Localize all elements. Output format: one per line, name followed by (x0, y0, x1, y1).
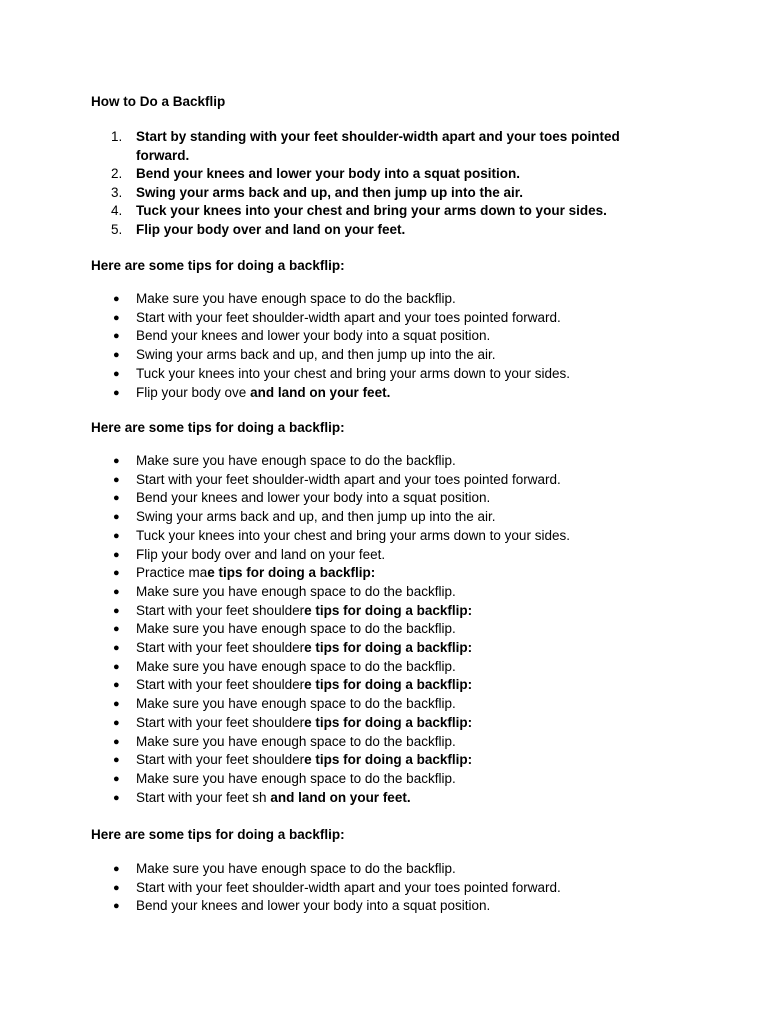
bullet-icon: ● (113, 623, 120, 636)
tips-list (91, 860, 691, 916)
tip-text: Make sure you have enough space to do the backflip. (136, 621, 456, 637)
bullet-icon: ● (113, 881, 120, 894)
tip-text-bold: e tips for doing a backflip: (207, 565, 376, 581)
bullet-icon: ● (113, 511, 120, 524)
bullet-icon: ● (113, 698, 120, 711)
tip-item (91, 346, 691, 365)
tip-text: Practice ma (136, 565, 208, 581)
tip-item (91, 620, 691, 639)
steps-list (91, 128, 651, 240)
tip-text: Start with your feet shoulder (136, 640, 305, 656)
tip-item (91, 290, 691, 309)
bullet-icon: ● (113, 567, 120, 580)
bullet-icon: ● (113, 716, 120, 729)
tip-item (91, 546, 691, 565)
step-item (91, 128, 651, 165)
tip-item (91, 897, 691, 916)
document-title: How to Do a Backflip (91, 94, 226, 109)
bullet-icon: ● (113, 293, 120, 305)
bullet-icon: ● (113, 548, 120, 561)
tip-text: Start with your feet shoulder (136, 752, 305, 768)
tip-text: Tuck your knees into your chest and bring your arms down to your sides. (136, 365, 570, 381)
bullet-icon: ● (113, 311, 120, 324)
tip-item (91, 879, 691, 898)
tip-text: Make sure you have enough space to do the backflip. (136, 696, 456, 712)
step-number: 2. (111, 166, 123, 182)
tip-text-bold: e tips for doing a backflip: (304, 752, 473, 768)
tip-text: Make sure you have enough space to do the backflip. (136, 770, 456, 786)
tip-text: Start with your feet sh (136, 789, 271, 805)
step-text: Swing your arms back and up, and then jump up into the air. (136, 184, 524, 200)
step-number: 4. (111, 203, 123, 219)
tip-text-bold: e tips for doing a backflip: (304, 677, 473, 693)
tip-item (91, 695, 691, 714)
tip-text-bold: e tips for doing a backflip: (304, 714, 473, 730)
tip-item (91, 789, 691, 808)
tip-text: Make sure you have enough space to do the backflip. (136, 453, 456, 468)
tip-text: Bend your knees and lower your body into a squat position. (136, 898, 491, 914)
tip-text: Swing your arms back and up, and then jump up into the air. (136, 509, 496, 525)
tip-item (91, 527, 691, 546)
tip-item (91, 860, 691, 879)
tip-item (91, 471, 691, 490)
step-text: Flip your body over and land on your feet. (136, 221, 406, 237)
bullet-icon: ● (113, 330, 120, 343)
tip-item (91, 583, 691, 602)
step-text: Bend your knees and lower your body into a squat position. (136, 166, 521, 182)
step-text: Start by standing with your feet shoulder-width apart and your toes pointed forward. (136, 129, 620, 163)
tip-item (91, 384, 691, 403)
tip-text: Flip your body ove (136, 384, 251, 400)
tips-list (91, 452, 691, 807)
bullet-icon: ● (113, 585, 120, 598)
bullet-icon: ● (113, 604, 120, 617)
bullet-icon: ● (113, 772, 120, 785)
tip-item (91, 639, 691, 658)
bullet-icon: ● (113, 863, 120, 875)
bullet-icon: ● (113, 791, 120, 804)
bullet-icon: ● (113, 660, 120, 673)
step-item (91, 184, 651, 203)
step-text: Tuck your knees into your chest and bring your arms down to your sides. (136, 203, 607, 219)
bullet-icon: ● (113, 455, 120, 467)
tip-text: Make sure you have enough space to do the backflip. (136, 291, 456, 306)
tip-item (91, 676, 691, 695)
tip-text: Start with your feet shoulder-width apart and your toes pointed forward. (136, 309, 561, 325)
bullet-icon: ● (113, 492, 120, 505)
tips-heading: Here are some tips for doing a backflip: (91, 420, 345, 435)
step-number: 3. (111, 184, 123, 200)
tip-item (91, 770, 691, 789)
bullet-icon: ● (113, 386, 120, 399)
step-item (91, 221, 651, 240)
bullet-icon: ● (113, 679, 120, 692)
bullet-icon: ● (113, 367, 120, 380)
tip-text: Make sure you have enough space to do the backflip. (136, 861, 456, 876)
bullet-icon: ● (113, 900, 120, 913)
tip-text: Bend your knees and lower your body into a squat position. (136, 490, 491, 506)
tips-list (91, 290, 691, 402)
tip-text-bold: and land on your feet. (270, 789, 411, 805)
tip-text: Make sure you have enough space to do the backflip. (136, 658, 456, 674)
tips-heading: Here are some tips for doing a backflip: (91, 258, 345, 273)
bullet-icon: ● (113, 529, 120, 542)
tip-text-bold: e tips for doing a backflip: (304, 602, 473, 618)
bullet-icon: ● (113, 349, 120, 362)
step-item (91, 165, 651, 184)
tip-item (91, 714, 691, 733)
step-item (91, 202, 651, 221)
tip-item (91, 309, 691, 328)
tip-item (91, 452, 691, 471)
tip-item (91, 489, 691, 508)
tip-text-bold: and land on your feet. (250, 384, 391, 400)
tip-item (91, 327, 691, 346)
tip-text: Make sure you have enough space to do the backflip. (136, 583, 456, 599)
step-number: 1. (111, 129, 123, 144)
tip-item (91, 564, 691, 583)
tip-text: Start with your feet shoulder (136, 677, 305, 693)
tip-text: Start with your feet shoulder-width apart and your toes pointed forward. (136, 879, 561, 895)
tip-item (91, 602, 691, 621)
tip-item (91, 365, 691, 384)
tip-text: Make sure you have enough space to do the backflip. (136, 733, 456, 749)
bullet-icon: ● (113, 735, 120, 748)
bullet-icon: ● (113, 754, 120, 767)
tip-text: Flip your body over and land on your feet. (136, 546, 386, 562)
tip-text: Start with your feet shoulder (136, 602, 305, 618)
tip-text: Tuck your knees into your chest and bring your arms down to your sides. (136, 527, 570, 543)
tip-item (91, 508, 691, 527)
tip-item (91, 751, 691, 770)
bullet-icon: ● (113, 642, 120, 655)
tip-text: Swing your arms back and up, and then jump up into the air. (136, 347, 496, 363)
tip-text: Start with your feet shoulder-width apart and your toes pointed forward. (136, 471, 561, 487)
tips-heading: Here are some tips for doing a backflip: (91, 827, 345, 842)
tip-item (91, 658, 691, 677)
bullet-icon: ● (113, 473, 120, 486)
tip-text: Bend your knees and lower your body into a squat position. (136, 328, 491, 344)
tip-text-bold: e tips for doing a backflip: (304, 640, 473, 656)
tip-text: Start with your feet shoulder (136, 714, 305, 730)
step-number: 5. (111, 221, 123, 237)
tip-item (91, 733, 691, 752)
